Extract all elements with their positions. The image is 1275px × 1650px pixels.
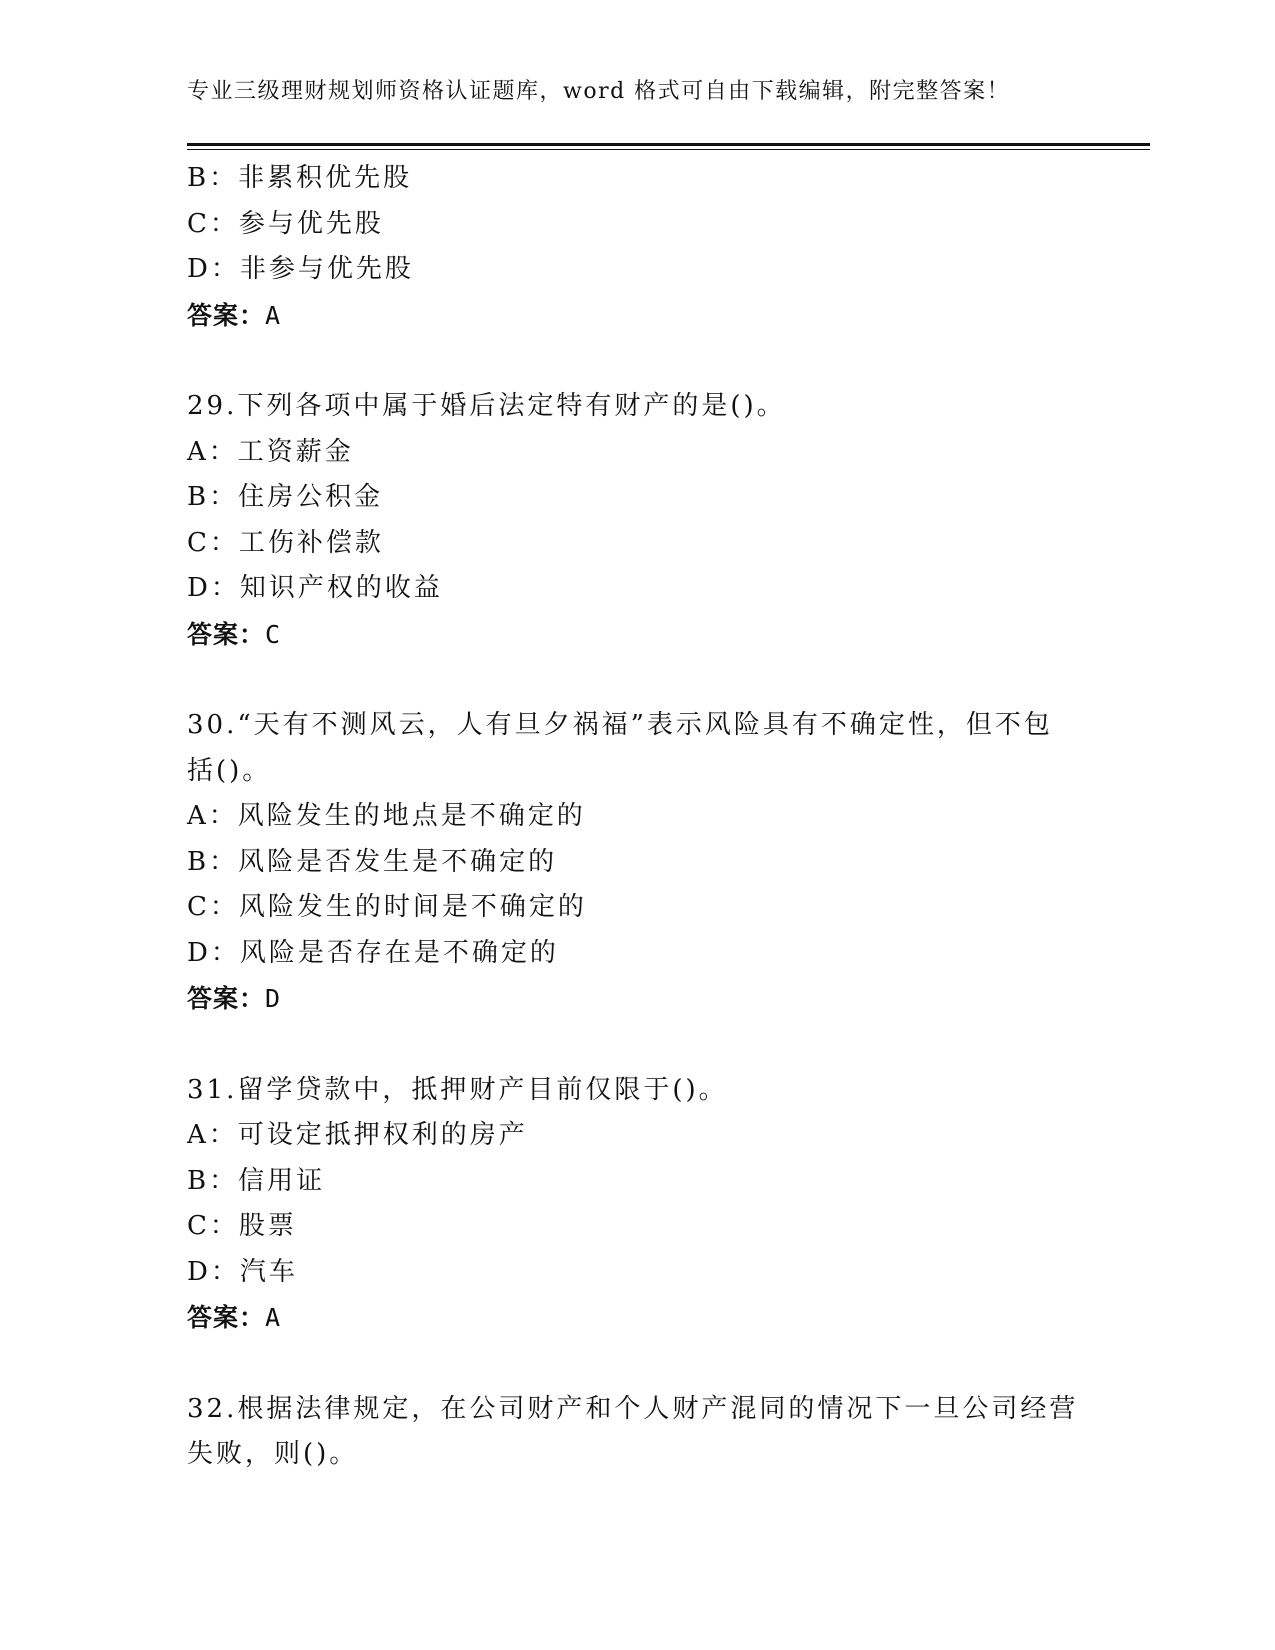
answer-line <box>187 612 1087 658</box>
answer-value: C <box>265 619 282 649</box>
header-rule-thin <box>187 149 1150 150</box>
question-28-continued <box>187 156 1087 338</box>
answer-line <box>187 1295 1087 1341</box>
header-rule-thick <box>187 143 1150 146</box>
option-a: A：风险发生的地点是不确定的 <box>187 801 586 831</box>
option-d: D：非参与优先股 <box>187 254 414 284</box>
option-d: D：风险是否存在是不确定的 <box>187 937 559 968</box>
question-stem: 31.留学贷款中，抵押财产目前仅限于()。 <box>187 1074 728 1105</box>
answer-label: 答案： <box>187 619 266 649</box>
answer-value: A <box>265 1303 282 1332</box>
option-a: A：工资薪金 <box>187 436 354 467</box>
option-c: C：参与优先股 <box>187 208 384 239</box>
answer-label: 答案： <box>187 1303 266 1332</box>
question-30 <box>187 703 1087 1022</box>
option-c: C：风险发生的时间是不确定的 <box>187 892 587 922</box>
question-stem: 30.“天有不测风云，人有旦夕祸福”表示风险具有不确定性，但不包 <box>187 710 1053 740</box>
answer-line <box>187 976 1087 1022</box>
answer-value: A <box>265 300 282 330</box>
question-content <box>187 156 1087 1478</box>
option-a: A：可设定抵押权利的房产 <box>187 1120 528 1150</box>
option-d: D：知识产权的收益 <box>187 573 443 603</box>
page-header: 专业三级理财规划师资格认证题库，word 格式可自由下载编辑，附完整答案！ <box>187 79 1011 104</box>
answer-line <box>187 293 1087 339</box>
answer-value: D <box>265 984 282 1013</box>
question-stem-continued: 括()。 <box>187 755 272 786</box>
question-31 <box>187 1068 1087 1341</box>
option-c: C：工伤补偿款 <box>187 527 384 558</box>
question-stem: 32.根据法律规定，在公司财产和个人财产混同的情况下一旦公司经营 <box>187 1393 1079 1424</box>
answer-label: 答案： <box>187 300 266 330</box>
option-b: B：信用证 <box>187 1165 326 1196</box>
question-29 <box>187 384 1087 657</box>
option-c: C：股票 <box>187 1211 297 1241</box>
question-stem-continued: 失败，则()。 <box>187 1439 359 1469</box>
option-b: B：风险是否发生是不确定的 <box>187 846 558 877</box>
option-b: B：住房公积金 <box>187 482 384 512</box>
question-32 <box>187 1387 1087 1478</box>
option-b: B：非累积优先股 <box>187 163 413 193</box>
answer-label: 答案： <box>187 984 266 1013</box>
question-stem: 29.下列各项中属于婚后法定特有财产的是()。 <box>187 391 786 421</box>
option-d: D：汽车 <box>187 1256 298 1287</box>
